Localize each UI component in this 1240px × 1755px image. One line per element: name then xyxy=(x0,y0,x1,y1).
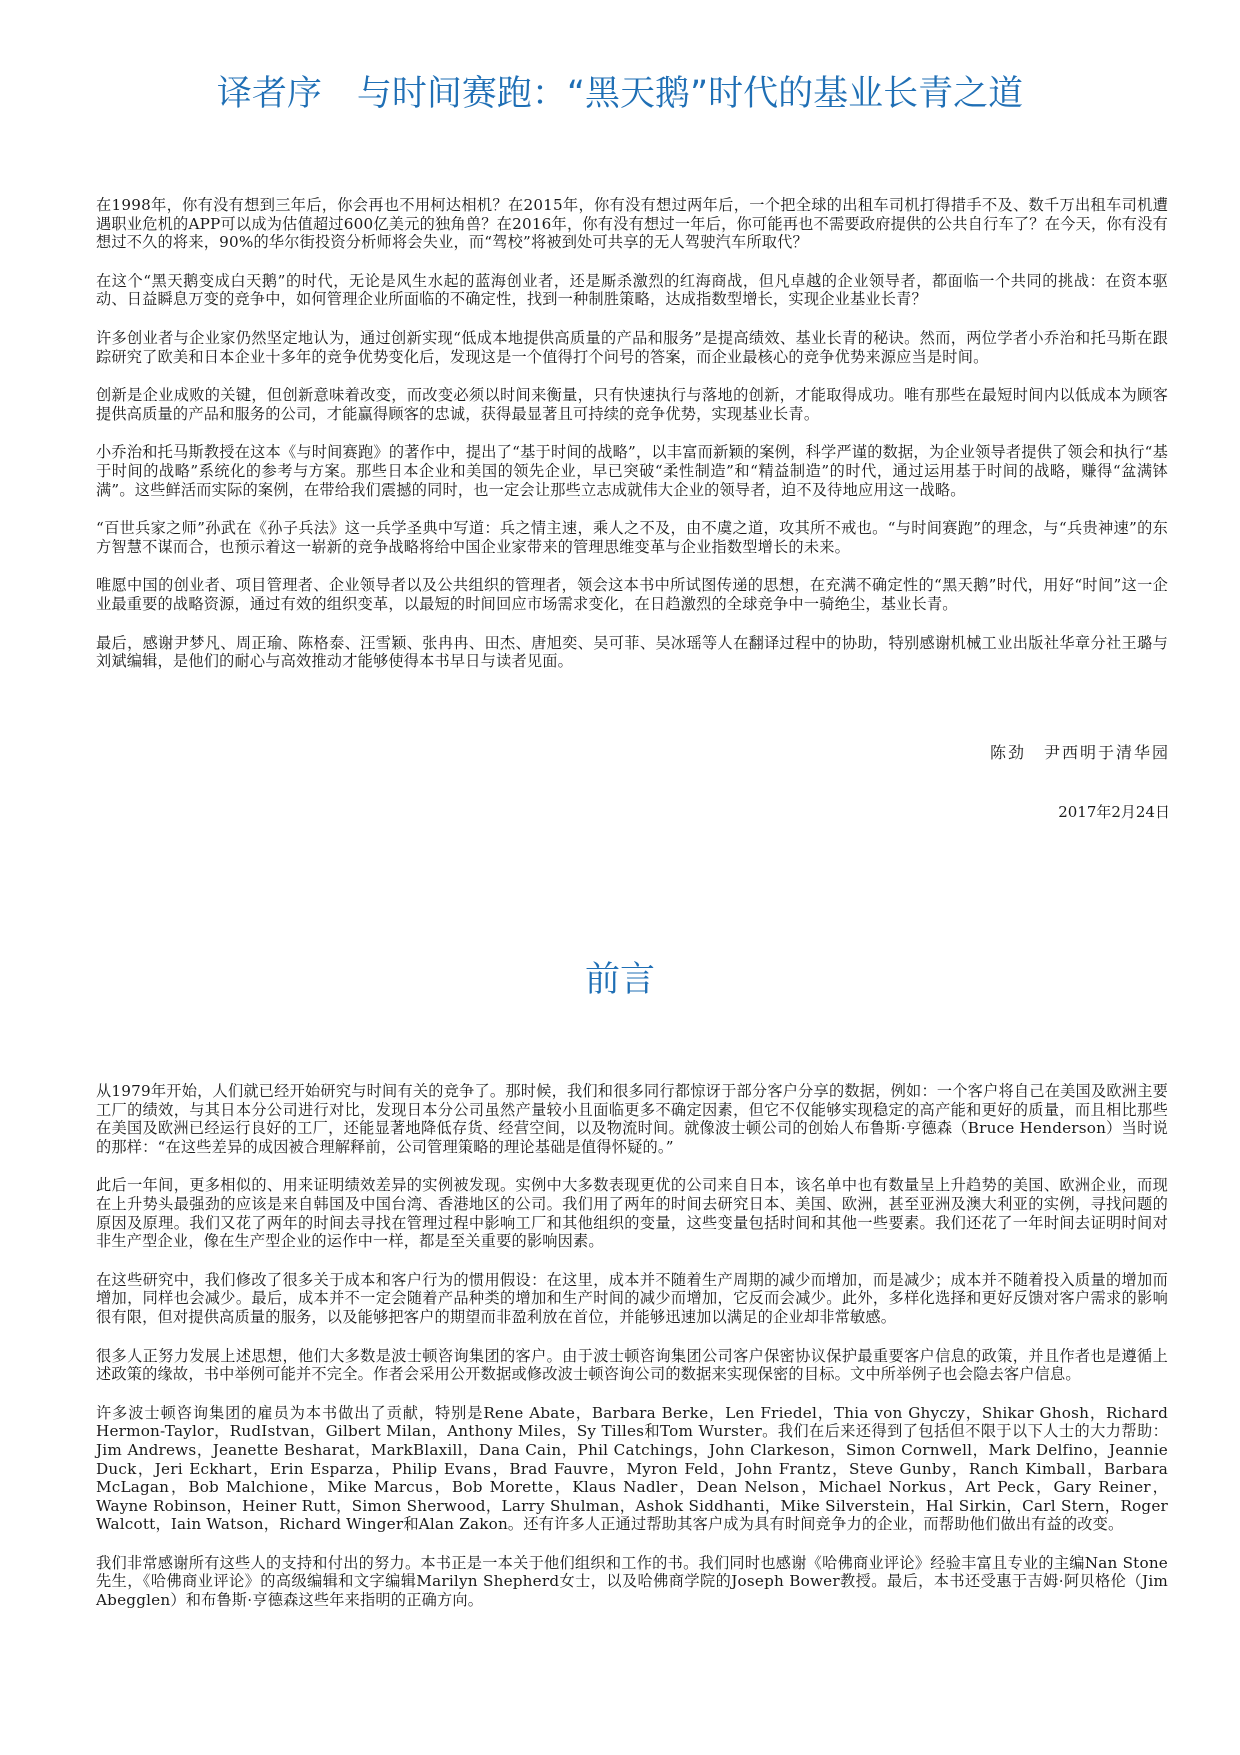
foreword-body xyxy=(96,1082,1168,1630)
translator-preface-title: 译者序 与时间赛跑：“黑天鹅”时代的基业长青之道 xyxy=(216,74,1024,114)
foreword-title: 前言 xyxy=(584,960,655,1000)
preface-paragraph: 最后，感谢尹梦凡、周正瑜、陈格泰、汪雪颖、张冉冉、田杰、唐旭奕、吴可菲、吴冰瑶等人在翻译过程中的协助，特别感谢机械工业出版社华章分社王璐与刘斌编辑，是他们的耐心与高效推动才能够使得本书早日与读者见面。 xyxy=(96,633,1168,671)
preface-paragraph: 在这个“黑天鹅变成白天鹅”的时代，无论是风生水起的蓝海创业者，还是厮杀激烈的红海商战，但凡卓越的企业领导者，都面临一个共同的挑战：在资本驱动、日益瞬息万变的竞争中，如何管理企业所面临的不确定性，找到一种制胜策略，达成指数型增长，实现企业基业长青？ xyxy=(96,271,1168,309)
preface-date: 2017年2月24日 xyxy=(1058,803,1170,821)
foreword-paragraph: 很多人正努力发展上述思想，他们大多数是波士顿咨询集团的客户。由于波士顿咨询集团公司客户保密协议保护最重要客户信息的政策，并且作者也是遵循上述政策的缘故，书中举例可能并不完全。作者会采用公开数据或修改波士顿咨询公司的数据来实现保密的目标。文中所举例子也会隐去客户信息。 xyxy=(96,1346,1168,1384)
foreword-paragraph: 我们非常感谢所有这些人的支持和付出的努力。本书正是一本关于他们组织和工作的书。我们同时也感谢《哈佛商业评论》经验丰富且专业的主编Nan Stone先生，《哈佛商业评论》的高级编辑和文字编辑Marilyn Shepherd女士，以及哈佛商学院的Joseph Bower教授。最后，本书还受惠于吉姆·阿贝格伦（Jim Abegglen）和布鲁斯·亨德森这些年来指明的正确方向。 xyxy=(96,1553,1168,1610)
foreword-paragraph: 此后一年间，更多相似的、用来证明绩效差异的实例被发现。实例中大多数表现更优的公司来自日本，该名单中也有数量呈上升趋势的美国、欧洲企业，而现在上升势头最强劲的应该是来自韩国及中国台湾、香港地区的公司。我们用了两年的时间去研究日本、美国、欧洲，甚至亚洲及澳大利亚的实例，寻找问题的原因及原理。我们又花了两年的时间去寻找在管理过程中影响工厂和其他组织的变量，这些变量包括时间和其他一些要素。我们还花了一年时间去证明时间对非生产型企业，像在生产型企业的运作中一样，都是至关重要的影响因素。 xyxy=(96,1176,1168,1251)
preface-paragraph: 创新是企业成败的关键，但创新意味着改变，而改变必须以时间来衡量，只有快速执行与落地的创新，才能取得成功。唯有那些在最短时间内以低成本为顾客提供高质量的产品和服务的公司，才能赢得顾客的忠诚，获得最显著且可持续的竞争优势，实现基业长青。 xyxy=(96,386,1168,423)
preface-paragraph: 小乔治和托马斯教授在这本《与时间赛跑》的著作中，提出了“基于时间的战略”，以丰富而新颖的案例，科学严谨的数据，为企业领导者提供了领会和执行“基于时间的战略”系统化的参考与方案。那些日本企业和美国的领先企业，早已突破“柔性制造”和“精益制造”的时代，通过运用基于时间的战略，赚得“盆满钵满”。这些鲜活而实际的案例，在带给我们震撼的同时，也一定会让那些立志成就伟大企业的领导者，迫不及待地应用这一战略。 xyxy=(96,443,1168,499)
preface-paragraph: 在1998年，你有没有想到三年后，你会再也不用柯达相机？在2015年，你有没有想过两年后，一个把全球的出租车司机打得措手不及、数千万出租车司机遭遇职业危机的APP可以成为估值超过600亿美元的独角兽？在2016年，你有没有想过一年后，你可能再也不需要政府提供的公共自行车了？在今天，你有没有想过不久的将来，90%的华尔街投资分析师将会失业，而“驾校”将被到处可共享的无人驾驶汽车所取代？ xyxy=(96,196,1168,252)
foreword-paragraph: 从1979年开始，人们就已经开始研究与时间有关的竞争了。那时候，我们和很多同行都惊讶于部分客户分享的数据，例如：一个客户将自己在美国及欧洲主要工厂的绩效，与其日本分公司进行对比，发现日本分公司虽然产量较小且面临更多不确定因素，但它不仅能够实现稳定的高产能和更好的质量，而且相比那些在美国及欧洲已经运行良好的工厂，还能显著地降低存货、经营空间，以及物流时间。就像波士顿公司的创始人布鲁斯·亨德森（Bruce Henderson）当时说的那样：“在这些差异的成因被合理解释前，公司管理策略的理论基础是值得怀疑的。” xyxy=(96,1082,1168,1156)
translator-preface-body xyxy=(96,196,1168,691)
foreword-paragraph: 许多波士顿咨询集团的雇员为本书做出了贡献，特别是Rene Abate，Barbara Berke，Len Friedel，Thia von Ghyczy，Shikar Ghosh，Richard Hermon-Taylor，RudIstvan，Gilbert Milan，Anthony Miles，Sy Tilles和Tom Wurster。我们在后来还得到了包括但不限于以下人士的大力帮助：Jim Andrews，Jeanette Besharat，MarkBlaxill，Dana Cain，Phil Catchings，John Clarkeson，Simon Cornwell，Mark Delfino，Jeannie Duck，Jeri Eckhart，Erin Esparza，Philip Evans，Brad Fauvre，Myron Feld，John Frantz，Steve Gunby，Ranch Kimball，Barbara McLagan，Bob Malchione，Mike Marcus，Bob Morette，Klaus Nadler，Dean Nelson，Michael Norkus，Art Peck，Gary Reiner，Wayne Robinson，Heiner Rutt，Simon Sherwood，Larry Shulman，Ashok Siddhanti，Mike Silverstein，Hal Sirkin，Carl Stern，Roger Walcott，Iain Watson，Richard Winger和Alan Zakon。还有许多人正通过帮助其客户成为具有时间竞争力的企业，而帮助他们做出有益的改变。 xyxy=(96,1403,1168,1534)
preface-paragraph: 许多创业者与企业家仍然坚定地认为，通过创新实现“低成本地提供高质量的产品和服务”是提高绩效、基业长青的秘诀。然而，两位学者小乔治和托马斯在跟踪研究了欧美和日本企业十多年的竞争优势变化后，发现这是一个值得打个问号的答案，而企业最核心的竞争优势来源应当是时间。 xyxy=(96,328,1168,366)
foreword-paragraph: 在这些研究中，我们修改了很多关于成本和客户行为的惯用假设：在这里，成本并不随着生产周期的减少而增加，而是减少；成本并不随着投入质量的增加而增加，同样也会减少。最后，成本并不一定会随着产品种类的增加和生产时间的减少而增加，它反而会减少。此外，多样化选择和更好反馈对客户需求的影响很有限，但对提供高质量的服务，以及能够把客户的期望而非盈利放在首位，并能够迅速加以满足的企业却非常敏感。 xyxy=(96,1270,1168,1326)
translator-signature: 陈劲 尹西明于清华园 xyxy=(989,743,1170,762)
preface-paragraph: 唯愿中国的创业者、项目管理者、企业领导者以及公共组织的管理者，领会这本书中所试图传递的思想，在充满不确定性的“黑天鹅”时代，用好“时间”这一企业最重要的战略资源，通过有效的组织变革，以最短的时间回应市场需求变化，在日趋激烈的全球竞争中一骑绝尘，基业长青。 xyxy=(96,576,1168,613)
preface-paragraph: “百世兵家之师”孙武在《孙子兵法》这一兵学圣典中写道：兵之情主速，乘人之不及，由不虞之道，攻其所不戒也。“与时间赛跑”的理念，与“兵贵神速”的东方智慧不谋而合，也预示着这一崭新的竞争战略将给中国企业家带来的管理思维变革与企业指数型增长的未来。 xyxy=(96,519,1168,556)
